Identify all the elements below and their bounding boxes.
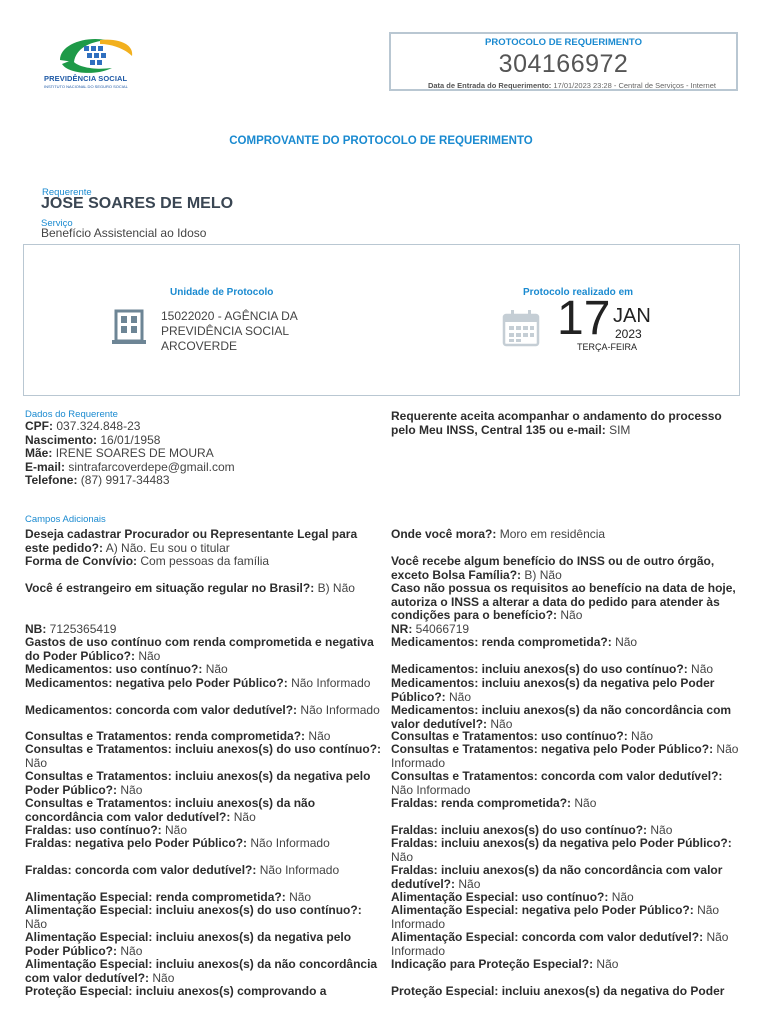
field-item xyxy=(25,958,383,985)
field-item xyxy=(391,931,743,958)
field-question: Você recebe algum benefício do INSS ou de outro órgão, exceto Bolsa Família?: xyxy=(391,554,715,582)
field-question: Caso não possua os requisitos ao benefício na data de hoje, autoriza o INSS a alterar a data do pedido para atender às condições para o benefício?: xyxy=(391,581,736,622)
field-item xyxy=(25,636,383,663)
field-question: Forma de Convívio: xyxy=(25,554,138,568)
field-item xyxy=(391,985,743,999)
field-question: Alimentação Especial: concorda com valor dedutível?: xyxy=(391,930,704,944)
field-question: Fraldas: concorda com valor dedutível?: xyxy=(25,863,257,877)
field-answer: 7125365419 xyxy=(49,622,117,636)
protocol-year: 2023 xyxy=(615,327,642,341)
field-answer: Moro em residência xyxy=(499,527,606,541)
field-answer: Não Informado xyxy=(291,676,371,690)
nascimento-line xyxy=(25,434,235,448)
field-question: Proteção Especial: incluiu anexos(s) comprovando a xyxy=(25,984,327,998)
field-question: Consultas e Tratamentos: concorda com valor dedutível?: xyxy=(391,769,723,783)
field-answer: Não xyxy=(120,943,143,958)
field-item xyxy=(391,770,743,797)
field-answer: Não xyxy=(631,729,654,743)
field-answer: B) Não xyxy=(317,581,355,595)
field-question: Alimentação Especial: incluiu anexos(s) da negativa pelo Poder Público?: xyxy=(25,930,352,958)
requerente-name: JOSE SOARES DE MELO xyxy=(41,195,234,212)
field-question: Consultas e Tratamentos: renda comprometida?: xyxy=(25,729,306,743)
field-item xyxy=(391,743,743,770)
field-question: Consultas e Tratamentos: incluiu anexos(s) da não concordância com valor dedutível?: xyxy=(25,796,316,824)
field-question: Medicamentos: negativa pelo Poder Público?: xyxy=(25,676,288,690)
field-answer: Não Informado xyxy=(250,836,330,850)
field-question: Fraldas: incluiu anexos(s) da negativa pelo Poder Público?: xyxy=(391,836,732,850)
email-line xyxy=(25,461,235,475)
entry-date-label: Data de Entrada do Requerimento: xyxy=(427,81,552,90)
servico-label: Serviço xyxy=(41,218,73,229)
acompanhamento-consent xyxy=(391,410,741,437)
field-item xyxy=(391,663,743,677)
field-answer: Não xyxy=(391,849,414,864)
field-answer: Não xyxy=(25,916,48,931)
field-question: Medicamentos: incluiu anexos(s) da não concordância com valor dedutível?: xyxy=(391,703,732,731)
field-question: Fraldas: renda comprometida?: xyxy=(391,796,572,810)
field-question: Proteção Especial: incluiu anexos(s) da negativa do Poder xyxy=(391,984,725,998)
field-question: Consultas e Tratamentos: incluiu anexos(s) do uso contínuo?: xyxy=(25,742,382,756)
field-answer: Não xyxy=(650,823,673,837)
field-item xyxy=(391,677,743,704)
field-question: Medicamentos: concorda com valor dedutível?: xyxy=(25,703,298,717)
field-question: NB: xyxy=(25,622,47,636)
field-question: Fraldas: negativa pelo Poder Público?: xyxy=(25,836,248,850)
field-answer: Não xyxy=(165,823,188,837)
field-answer: A) Não. Eu sou o titular xyxy=(105,540,230,555)
servico-value: Benefício Assistencial ao Idoso xyxy=(41,226,207,240)
field-item xyxy=(25,663,383,677)
field-question: Gastos de uso contínuo com renda comprometida e negativa do Poder Público?: xyxy=(25,635,374,663)
field-item xyxy=(25,985,383,999)
field-answer: Não xyxy=(691,662,714,676)
dados-label: Dados do Requerente xyxy=(25,409,118,420)
field-item xyxy=(25,743,383,770)
field-item xyxy=(391,958,743,972)
field-answer: Não xyxy=(138,648,161,663)
email-value: sintrafarcoverdepe@gmail.com xyxy=(68,459,235,474)
field-question: Fraldas: uso contínuo?: xyxy=(25,823,162,837)
entry-date-value: 17/01/2023 23:28 - Central de Serviços - Internet xyxy=(553,81,716,90)
field-question: Alimentação Especial: incluiu anexos(s) da não concordância com valor dedutível?: xyxy=(25,957,378,985)
field-question: Consultas e Tratamentos: uso contínuo?: xyxy=(391,729,628,743)
field-item xyxy=(25,555,383,569)
field-item xyxy=(391,704,743,731)
field-answer: Com pessoas da família xyxy=(140,554,270,568)
protocol-box xyxy=(389,32,738,91)
field-question: Alimentação Especial: uso contínuo?: xyxy=(391,890,609,904)
field-answer: Não xyxy=(25,755,48,770)
cpf-label: CPF: xyxy=(25,419,53,433)
field-question: Fraldas: incluiu anexos(s) do uso contínuo?: xyxy=(391,823,648,837)
protocol-month: JAN xyxy=(613,305,651,327)
field-answer: Não xyxy=(233,809,256,824)
mae-label: Mãe: xyxy=(25,446,53,460)
field-answer: Não Informado xyxy=(391,782,471,797)
inss-logo xyxy=(40,34,140,94)
protocol-number: 304166972 xyxy=(498,50,629,78)
dados-requerente xyxy=(25,420,235,488)
telefone-label: Telefone: xyxy=(25,473,78,487)
field-answer: Não xyxy=(560,608,583,622)
field-item xyxy=(391,864,743,891)
field-question: Onde você mora?: xyxy=(391,527,497,541)
calendar-icon xyxy=(502,309,540,347)
field-question: Consultas e Tratamentos: incluiu anexos(s) da negativa pelo Poder Público?: xyxy=(25,769,371,797)
field-question: Medicamentos: incluiu anexos(s) da negativa pelo Poder Público?: xyxy=(391,676,715,704)
field-item xyxy=(391,582,743,623)
field-answer: 54066719 xyxy=(415,622,470,636)
field-answer: Não xyxy=(615,635,638,649)
cpf-value: 037.324.848-23 xyxy=(56,419,141,433)
field-answer: Não Informado xyxy=(259,863,340,877)
mae-value: IRENE SOARES DE MOURA xyxy=(55,446,214,460)
field-question: Você é estrangeiro em situação regular no Brasil?: xyxy=(25,581,315,595)
field-item xyxy=(391,555,743,582)
nascimento-value: 16/01/1958 xyxy=(100,432,161,447)
unidade-label: Unidade de Protocolo xyxy=(170,287,274,298)
building-icon xyxy=(112,309,146,345)
logo-subtitle: INSTITUTO NACIONAL DO SEGURO SOCIAL xyxy=(44,84,128,89)
unidade-text: 15022020 - AGÊNCIA DA PREVIDÊNCIA SOCIAL ARCOVERDE xyxy=(161,309,298,353)
field-answer: Não Informado xyxy=(391,742,739,770)
protocol-day: 17 xyxy=(557,292,611,345)
protocol-weekday: TERÇA-FEIRA xyxy=(577,342,638,352)
field-item xyxy=(25,582,383,596)
field-answer: Não xyxy=(458,876,481,891)
field-item xyxy=(25,704,383,718)
email-label: E-mail: xyxy=(25,459,66,474)
protocol-info-box xyxy=(23,244,740,396)
campos-label: Campos Adicionais xyxy=(25,514,106,525)
requerente-label: Requerente xyxy=(42,187,92,198)
field-item xyxy=(25,797,383,824)
protocol-label: PROTOCOLO DE REQUERIMENTO xyxy=(485,37,642,48)
field-answer: Não xyxy=(120,782,143,797)
field-answer: Não xyxy=(308,729,331,743)
field-question: Alimentação Especial: renda comprometida?: xyxy=(25,890,286,904)
field-item xyxy=(391,528,743,542)
field-question: Alimentação Especial: incluiu anexos(s) do uso contínuo?: xyxy=(25,903,362,917)
field-answer: Não xyxy=(611,890,634,904)
field-question: Medicamentos: renda comprometida?: xyxy=(391,635,612,649)
logo-title: PREVIDÊNCIA SOCIAL xyxy=(44,74,128,83)
field-answer: Não Informado xyxy=(391,930,729,958)
field-answer: Não xyxy=(449,689,472,704)
telefone-line xyxy=(25,474,235,488)
field-item xyxy=(25,931,383,958)
field-item xyxy=(25,864,383,878)
field-question: NR: xyxy=(391,622,413,636)
previdencia-logo-icon xyxy=(56,34,136,76)
field-answer: Não xyxy=(490,716,513,731)
field-item xyxy=(25,677,383,691)
field-question: Indicação para Proteção Especial?: xyxy=(391,957,594,971)
field-item xyxy=(25,770,383,797)
field-question: Medicamentos: uso contínuo?: xyxy=(25,662,203,676)
field-item xyxy=(25,904,383,931)
field-question: Fraldas: incluiu anexos(s) da não concordância com valor dedutível?: xyxy=(391,863,723,891)
field-question: Deseja cadastrar Procurador ou Representante Legal para este pedido?: xyxy=(25,527,358,555)
field-answer: Não xyxy=(574,796,597,810)
protocolo-data-label: Protocolo realizado em xyxy=(523,287,634,298)
cpf-line xyxy=(25,420,235,434)
mae-line xyxy=(25,447,235,461)
field-item xyxy=(25,837,383,851)
field-answer: Não xyxy=(205,662,228,676)
field-question: Consultas e Tratamentos: negativa pelo Poder Público?: xyxy=(391,742,714,756)
telefone-value: (87) 9917-34483 xyxy=(80,473,170,487)
field-question: Alimentação Especial: negativa pelo Poder Público?: xyxy=(391,903,694,917)
field-item xyxy=(391,797,743,811)
field-answer: Não xyxy=(289,890,312,904)
consent-label: Requerente aceita acompanhar o andamento do processo pelo Meu INSS, Central 135 ou e-mail: xyxy=(391,409,722,437)
field-answer: Não xyxy=(152,970,175,985)
field-item xyxy=(25,528,383,555)
field-answer: Não Informado xyxy=(300,703,380,717)
field-answer: Não Informado xyxy=(391,903,720,931)
field-question: Medicamentos: incluiu anexos(s) do uso contínuo?: xyxy=(391,662,688,676)
field-item xyxy=(391,837,743,864)
field-item xyxy=(391,636,743,650)
nascimento-label: Nascimento: xyxy=(25,432,98,447)
field-answer: B) Não xyxy=(524,567,562,582)
page-title: COMPROVANTE DO PROTOCOLO DE REQUERIMENTO xyxy=(229,135,533,147)
consent-value: SIM xyxy=(609,422,631,437)
entry-date xyxy=(428,81,716,90)
field-item xyxy=(391,904,743,931)
field-answer: Não xyxy=(596,957,619,971)
